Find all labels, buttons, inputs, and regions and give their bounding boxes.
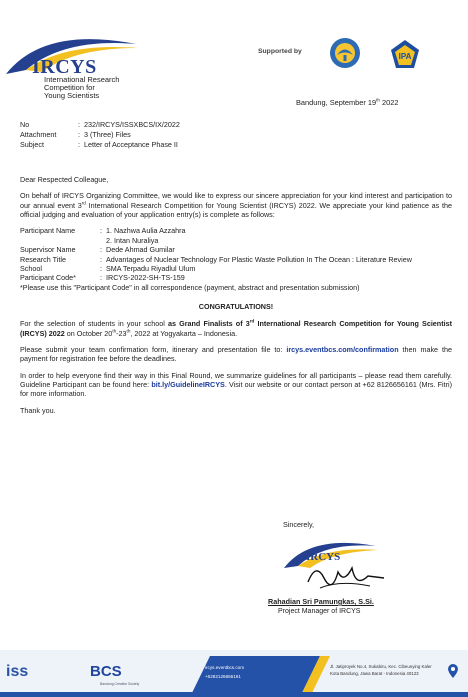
reference-block	[20, 120, 180, 150]
supervisor-row: Supervisor Name : Dede Ahmad Gumilar	[20, 245, 175, 255]
thanks-line: Thank you.	[20, 405, 56, 415]
guideline-paragraph: In order to help everyone find their way in this Final Round, we summarize guidelines for all participants – please read them carefully. Guideline Participant can be found here: bit.ly/GuidelineIRCYS. Visit our website or our contact person at +62 8126656161 (Mrs. Fitri) for more information.	[20, 370, 452, 399]
school-row: School : SMA Terpadu Riyadlul Ulum	[20, 263, 196, 273]
footer-contact	[205, 664, 244, 681]
ircys-logo	[4, 30, 144, 102]
closing: Sincerely,	[283, 520, 315, 529]
bcs-logo: BCS	[90, 663, 122, 680]
letter-body	[20, 175, 452, 422]
salutation: Dear Respected Colleague,	[20, 175, 109, 184]
signature-stamp-icon	[280, 532, 390, 598]
logo-subtitle: International Research Competition for Young Scientists	[44, 75, 120, 100]
footer-phone: +6282126656161	[205, 673, 241, 679]
signatory-name: Rahadian Sri Pamungkas, S.Si.	[268, 597, 374, 606]
tut-wuri-handayani-logo-icon	[328, 36, 362, 70]
ipa-logo-icon	[388, 38, 422, 72]
letter-date: Bandung, September 19th 2022	[296, 97, 399, 107]
research-title-row: Research Title : Advantages of Nuclear Technology For Plastic Waste Pollution In The Ocean : Literature Review	[20, 254, 412, 264]
supported-by-label: Supported by	[258, 48, 302, 55]
guideline-link[interactable]: bit.ly/GuidelineIRCYS	[151, 380, 225, 390]
ref-row-number: No : 232/IRCYS/ISSXBCS/IX/2022	[20, 120, 180, 129]
bcs-subtitle: Bandung Creative Society	[100, 682, 140, 686]
congratulations-heading: CONGRATULATIONS!	[198, 301, 274, 311]
footer-address: Jl. Jatiproyek No.4, Sukabiru, Kec. Cibeunying Kaler Kota Bandung, Jawa Barat - Indonesia 40123	[330, 664, 432, 676]
location-pin-icon	[448, 664, 458, 678]
intro-paragraph: On behalf of IRCYS Organizing Committee, we would like to express our sincere appreciation for your kind interest and participation to our annual event 3rd International Research Competition for Young Scientist (IRCYS) 2022. We appreciate your kind patience as the official judging and evaluation of your application entry(s) is complete as follows:	[20, 191, 452, 220]
finalist-paragraph: For the selection of students in your school as Grand Finalists of 3rd International Research Competition for Young Scientist (IRCYS) 2022 on October 20th-23th, 2022 at Yogyakarta – Indonesia.	[20, 318, 452, 338]
ipa-logo-text: IPA	[398, 52, 412, 61]
ref-row-attachment: Attachment : 3 (Three) Files	[20, 130, 131, 139]
stamp-wordmark: IRCYS	[306, 551, 341, 563]
logo-wordmark: IRCYS	[32, 56, 97, 78]
participant-code-row: Participant Code* : IRCYS-2022-SH-TS-159	[20, 273, 185, 283]
confirmation-link[interactable]: ircys.eventbcs.com/confirmation	[286, 345, 399, 355]
letter-footer	[0, 650, 468, 697]
participant-info	[20, 226, 452, 282]
signatory-role: Project Manager of IRCYS	[278, 608, 361, 615]
footer-website[interactable]: ircys.eventbcs.com	[205, 665, 245, 670]
ref-row-subject: Subject : Letter of Acceptance Phase II	[20, 140, 178, 149]
iss-logo: iss	[6, 663, 29, 680]
submission-paragraph: Please submit your team confirmation form, itinerary and presentation file to: ircys.eventbcs.com/confirmation then make the payment for registration fee before the deadlines.	[20, 345, 452, 364]
participant-row: Participant Name : 1. Nazhwa Aulia Azzahra 2. Intan Nuraliya	[20, 226, 186, 245]
participant-code-note: *Please use this "Participant Code" in all correspondence (payment, abstract and presentation submission)	[20, 282, 360, 292]
